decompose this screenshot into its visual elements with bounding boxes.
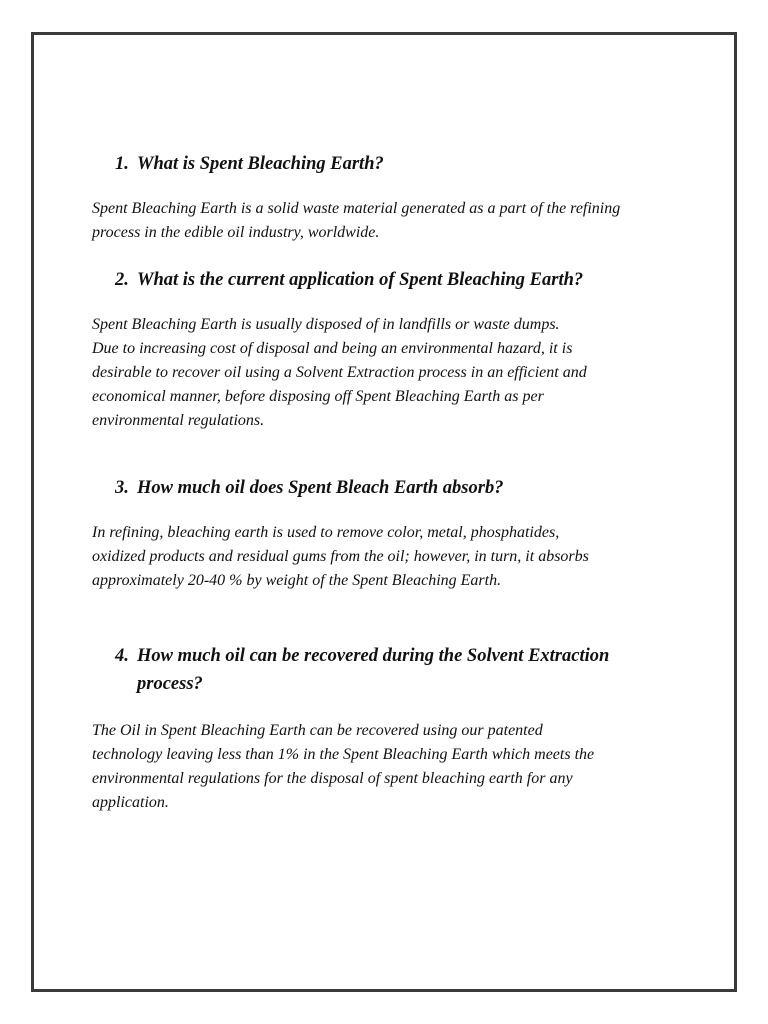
question-text-3: How much oil does Spent Bleach Earth absorb? <box>137 478 504 498</box>
question-text-2: What is the current application of Spent Bleaching Earth? <box>137 270 584 290</box>
answer-paragraph-2 <box>92 313 687 433</box>
question-line: How much oil can be recovered during the Solvent Extraction <box>137 646 610 666</box>
answer-line: technology leaving less than 1% in the Spent Bleaching Earth which meets the <box>92 746 595 763</box>
answer-line: Spent Bleaching Earth is usually disposed of in landfills or waste dumps. <box>92 316 560 333</box>
question-number-4: 4. <box>115 646 129 666</box>
answer-paragraph-4 <box>92 719 687 815</box>
question-number-1: 1. <box>115 154 129 174</box>
answer-line: economical manner, before disposing off Spent Bleaching Earth as per <box>92 388 544 405</box>
question-number-2: 2. <box>115 270 129 290</box>
answer-line: application. <box>92 794 169 811</box>
answer-line: Spent Bleaching Earth is a solid waste material generated as a part of the refining <box>92 200 621 217</box>
question-heading-2 <box>115 266 675 294</box>
answer-line: environmental regulations for the disposal of spent bleaching earth for any <box>92 770 573 787</box>
answer-paragraph-1 <box>92 197 709 245</box>
answer-line: Due to increasing cost of disposal and being an environmental hazard, it is <box>92 340 573 357</box>
answer-line: oxidized products and residual gums from the oil; however, in turn, it absorbs <box>92 548 589 565</box>
question-line: process? <box>137 674 203 694</box>
question-number-3: 3. <box>115 478 129 498</box>
question-heading-4 <box>115 642 675 698</box>
document-page <box>31 32 737 992</box>
answer-line: desirable to recover oil using a Solvent Extraction process in an efficient and <box>92 364 587 381</box>
question-heading-1 <box>115 150 675 178</box>
question-text-4 <box>137 642 675 698</box>
answer-line: In refining, bleaching earth is used to remove color, metal, phosphatides, <box>92 524 560 541</box>
answer-line: The Oil in Spent Bleaching Earth can be recovered using our patented <box>92 722 543 739</box>
question-heading-3 <box>115 474 675 502</box>
answer-line: approximately 20-40 % by weight of the Spent Bleaching Earth. <box>92 572 502 589</box>
question-text-1: What is Spent Bleaching Earth? <box>137 154 384 174</box>
answer-line: process in the edible oil industry, worldwide. <box>92 224 380 241</box>
answer-line: environmental regulations. <box>92 412 265 429</box>
answer-paragraph-3 <box>92 521 687 593</box>
